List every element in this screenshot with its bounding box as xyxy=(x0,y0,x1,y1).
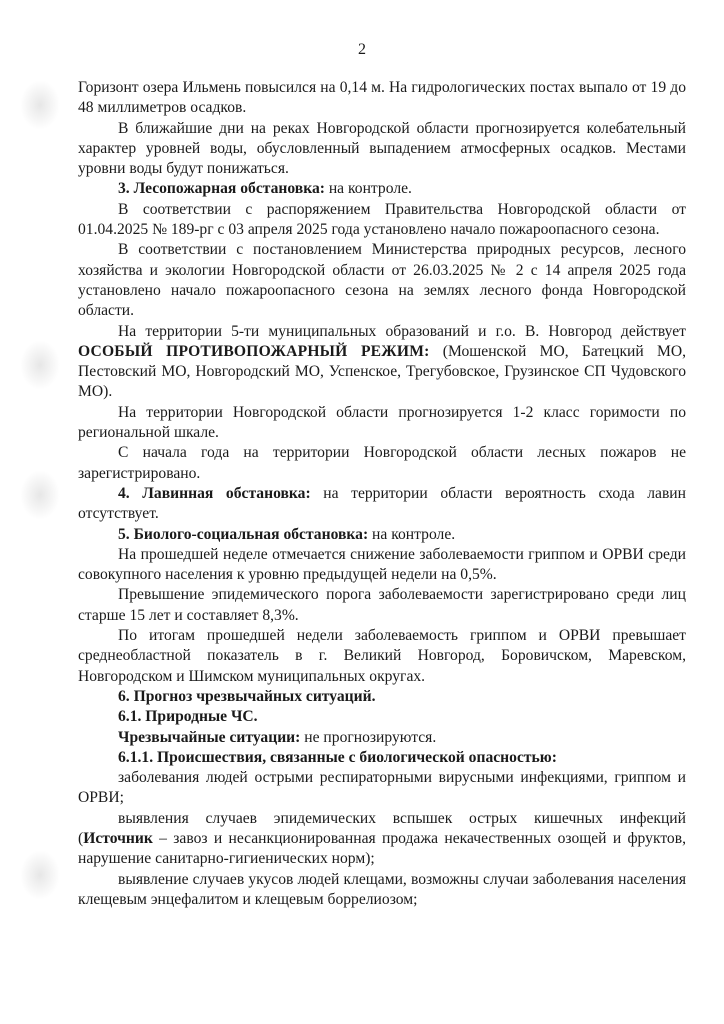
emergency-situations xyxy=(78,728,686,748)
section-4 xyxy=(78,484,686,525)
paragraph xyxy=(78,809,686,870)
section-heading: 5. Биолого-социальная обстановка: xyxy=(118,525,369,543)
section-heading: 4. Лавинная обстановка: xyxy=(118,484,311,502)
scan-artifact xyxy=(20,470,60,520)
section-text: не прогнозируются. xyxy=(300,728,437,746)
paragraph: В соответствии с распоряжением Правительства Новгородской области от 01.04.2025 № 189-рг с 03 апреля 2025 года установлено начало пожароопасного сезона. xyxy=(78,200,686,239)
paragraph: В ближайшие дни на реках Новгородской области прогнозируется колебательный характер уровней воды, обусловленный выпадением атмосферных осадков. Местами уровни воды будут понижаться. xyxy=(78,119,686,178)
section-heading: Чрезвычайные ситуации: xyxy=(118,728,301,746)
fire-regime-label: ОСОБЫЙ ПРОТИВОПОЖАРНЫЙ РЕЖИМ: xyxy=(78,342,430,360)
paragraph: заболевания людей острыми респираторными вирусными инфекциями, гриппом и ОРВИ; xyxy=(78,769,686,807)
page-number: 2 xyxy=(358,41,366,58)
section-5 xyxy=(78,525,686,545)
paragraph xyxy=(78,322,686,403)
source-label: Источник xyxy=(83,829,153,847)
paragraph: По итогам прошедшей недели заболеваемость гриппом и ОРВИ превышает среднеобластной показатель в г. Великий Новгород, Боровичском, Маревском, Новгородском и Шимском муниципальных округах. xyxy=(78,627,686,685)
paragraph: выявление случаев укусов людей клещами, возможны случаи заболевания населения клещевым энцефалитом и клещевым боррелиозом; xyxy=(78,870,686,908)
paragraph: Превышение эпидемического порога заболеваемости зарегистрировано среди лиц старше 15 лет и составляет 8,3%. xyxy=(78,586,686,624)
paragraph-text: (Мошенской МО, Батецкий МО, Пестовский МО, Новгородский МО, Успенское, Трегубовское, Грузинское СП Чудовского МО). xyxy=(78,342,686,401)
scan-artifact xyxy=(20,850,60,900)
section-heading: 3. Лесопожарная обстановка: xyxy=(118,180,325,198)
paragraph: Горизонт озера Ильмень повысился на 0,14 м. На гидрологических постах выпало от 19 до 48 миллиметров осадков. xyxy=(78,79,686,117)
paragraph: На прошедшей неделе отмечается снижение заболеваемости гриппом и ОРВИ среди совокупного населения к уровню предыдущей недели на 0,5%. xyxy=(78,545,686,584)
scan-artifact xyxy=(20,80,60,130)
paragraph-text: На территории 5-ти муниципальных образований и г.о. В. Новгород действует xyxy=(118,322,686,340)
section-text: на контроле. xyxy=(368,525,456,543)
section-text: на контроле. xyxy=(324,180,412,198)
paragraph: В соответствии с постановлением Министерства природных ресурсов, лесного хозяйства и экологии Новгородской области от 26.03.2025 № 2 с 14 апреля 2025 года установлено начало пожароопасного сезона на землях лесного фонда Новгородской области. xyxy=(78,241,686,320)
paragraph-text: – завоз и несанкционированная продажа некачественных озощей и фруктов, нарушение санитарно-гигиенических норм); xyxy=(78,829,686,868)
section-3 xyxy=(78,179,686,199)
section-6-1-1-heading: 6.1.1. Происшествия, связанные с биологической опасностью: xyxy=(118,748,557,766)
section-6-heading: 6. Прогноз чрезвычайных ситуаций. xyxy=(118,687,376,705)
scan-artifact xyxy=(20,340,60,390)
section-text: на территории области вероятность схода лавин отсутствует. xyxy=(78,484,686,523)
section-6-1-heading: 6.1. Природные ЧС. xyxy=(118,708,258,726)
paragraph: На территории Новгородской области прогнозируется 1-2 класс горимости по региональной шкале. xyxy=(78,403,686,442)
paragraph-text: выявления случаев эпидемических вспышек острых кишечных инфекций ( xyxy=(78,809,686,847)
document-body xyxy=(78,78,686,910)
paragraph: С начала года на территории Новгородской области лесных пожаров не зарегистрировано. xyxy=(78,444,686,482)
